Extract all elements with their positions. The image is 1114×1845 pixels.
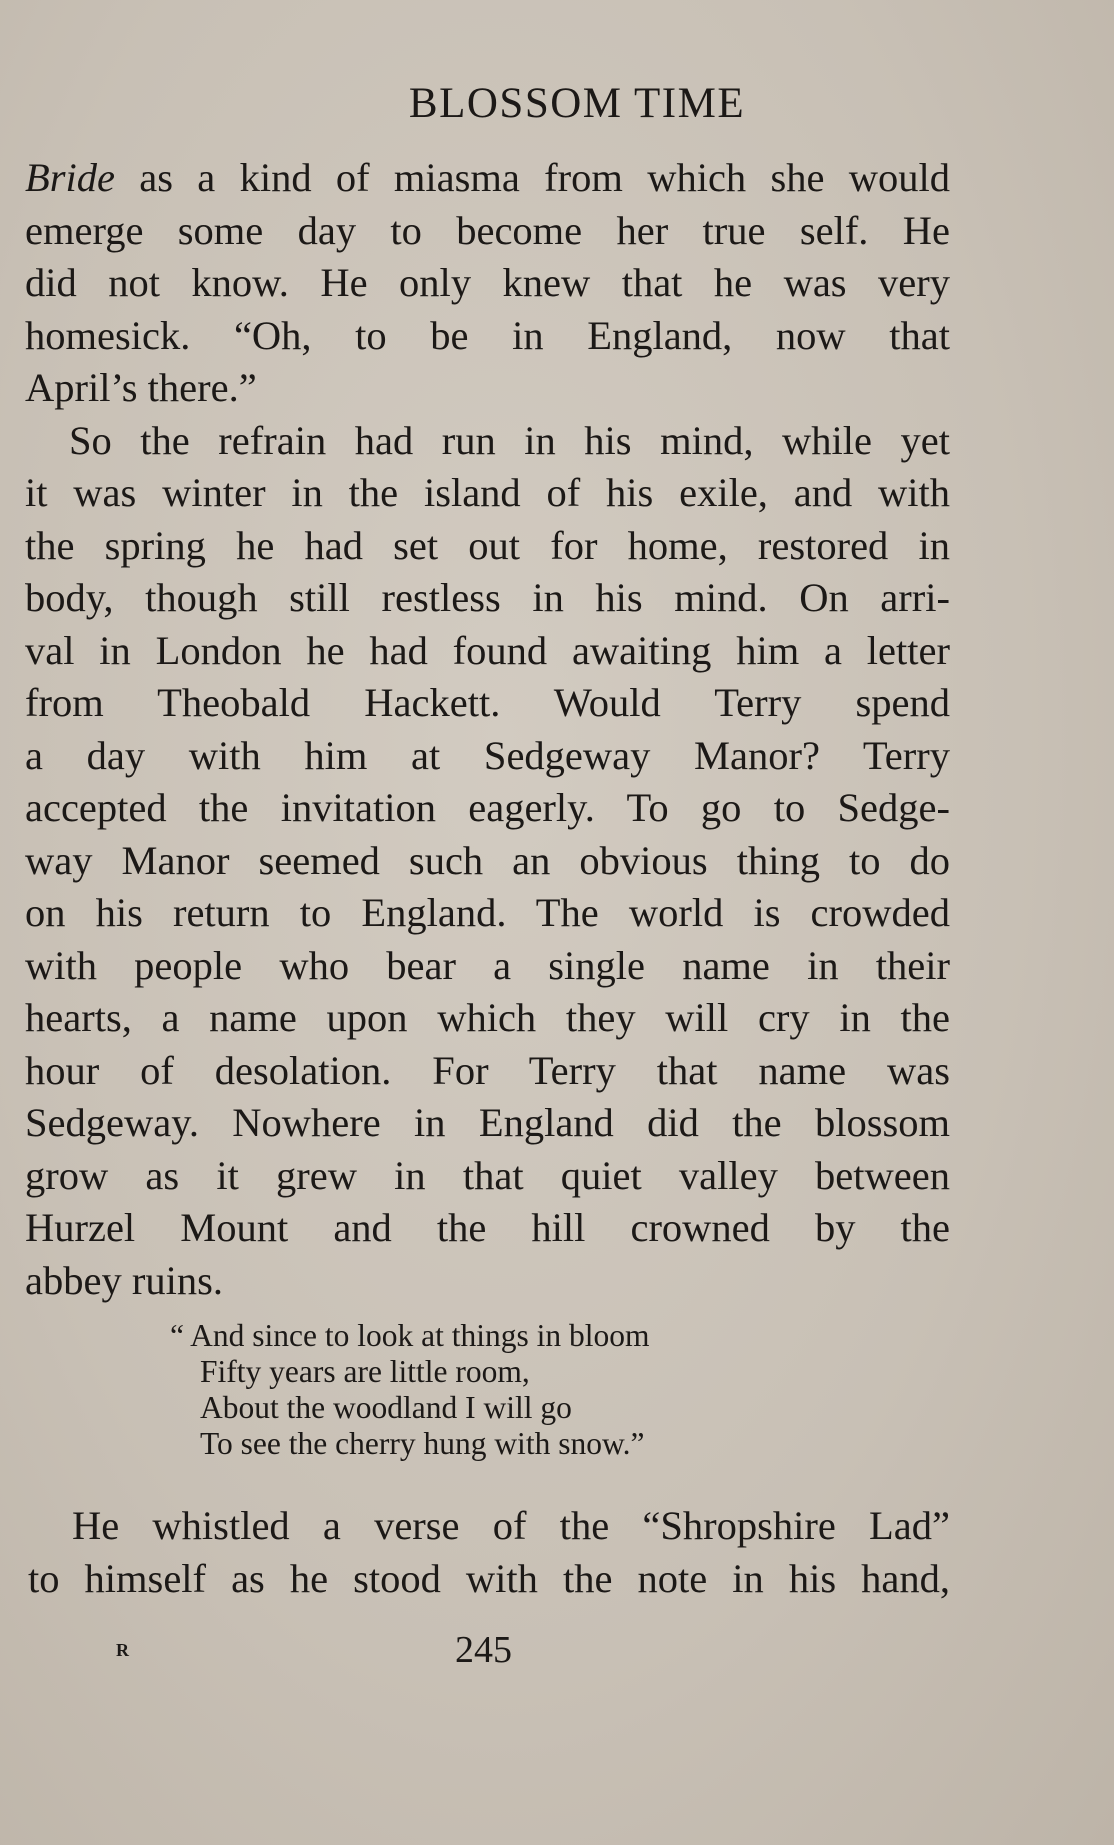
poem-quotation <box>170 1318 790 1462</box>
text-line: the spring he had set out for home, restored in <box>25 522 950 568</box>
text-line: abbey ruins. <box>25 1257 223 1303</box>
paragraph-1 <box>25 152 950 415</box>
poem-line: Fifty years are little room, <box>200 1354 530 1389</box>
text-line: on his return to England. The world is crowded <box>25 890 950 935</box>
text-line: April’s there.” <box>25 365 257 410</box>
text-line: accepted the invitation eagerly. To go to Sedge- <box>25 785 950 830</box>
text-line: grow as it grew in that quiet valley between <box>25 1152 950 1198</box>
text-line: val in London he had found awaiting him a letter <box>25 627 950 673</box>
text-line: So the refrain had run in his mind, while yet <box>69 417 950 463</box>
text-line: to himself as he stood with the note in his hand, <box>28 1555 950 1601</box>
text-line: with people who bear a single name in their <box>25 942 950 988</box>
signature-mark: R <box>116 1640 129 1660</box>
text-line: homesick. “Oh, to be in England, now that <box>25 312 950 358</box>
poem-line: To see the cherry hung with snow.” <box>200 1426 645 1461</box>
running-head: BLOSSOM TIME <box>408 80 746 127</box>
text-line: a day with him at Sedgeway Manor? Terry <box>25 732 950 778</box>
text-line: way Manor seemed such an obvious thing to do <box>25 837 950 883</box>
text-line: emerge some day to become her true self. He <box>25 207 950 253</box>
text-line: He whistled a verse of the “Shropshire Lad” <box>72 1503 950 1548</box>
text-line: Hurzel Mount and the hill crowned by the <box>25 1205 950 1250</box>
poem-line: About the woodland I will go <box>200 1390 572 1425</box>
text-line: did not know. He only knew that he was very <box>25 260 950 305</box>
text-line: body, though still restless in his mind. On arri- <box>25 575 950 620</box>
paragraph-2 <box>25 415 950 1308</box>
italic-title: Bride <box>25 155 115 200</box>
text-line: hour of desolation. For Terry that name was <box>25 1047 950 1093</box>
text-line: Sedgeway. Nowhere in England did the blossom <box>25 1100 950 1145</box>
page-number: 245 <box>455 1629 512 1671</box>
poem-line: “ And since to look at things in bloom <box>170 1318 650 1353</box>
main-text-block <box>25 152 950 1307</box>
text-line-rest: as a kind of miasma from which she would <box>114 155 950 200</box>
text-line: hearts, a name upon which they will cry in the <box>25 995 950 1040</box>
text-line <box>25 152 950 205</box>
paragraph-3 <box>28 1500 950 1605</box>
text-line: it was winter in the island of his exile, and with <box>25 470 950 515</box>
text-line: from Theobald Hackett. Would Terry spend <box>25 680 950 725</box>
